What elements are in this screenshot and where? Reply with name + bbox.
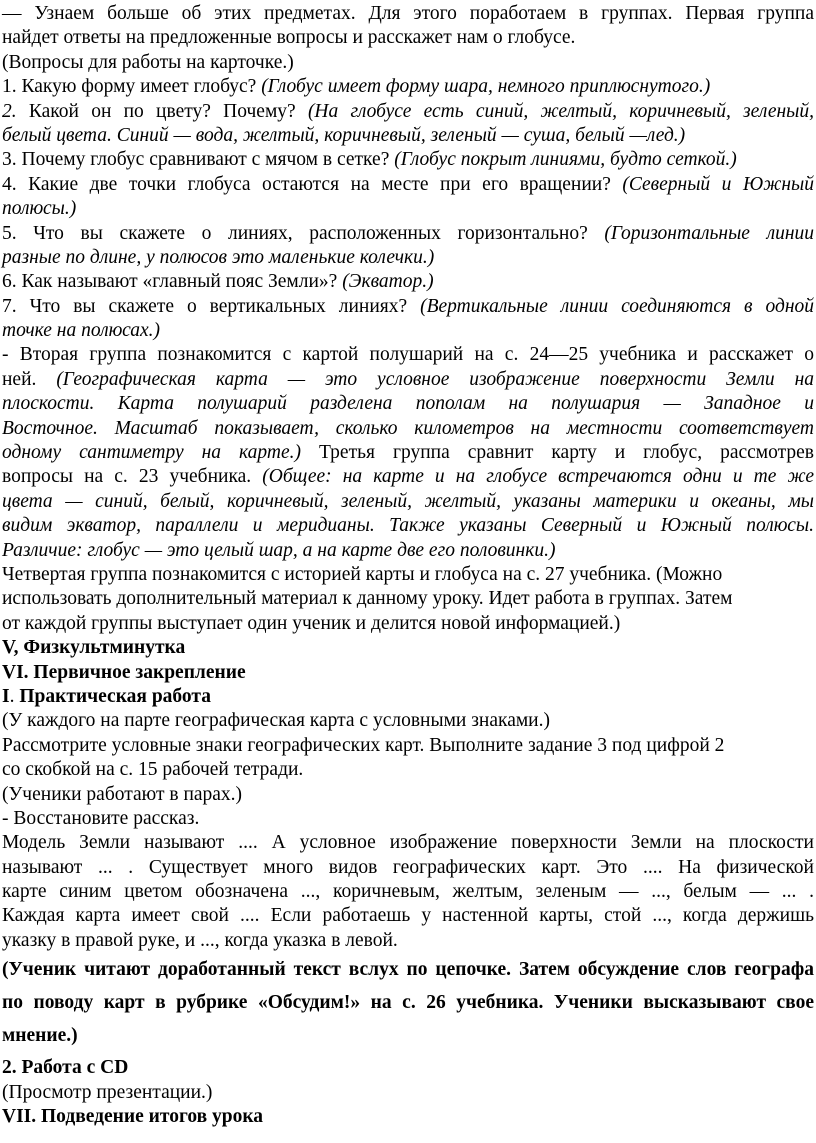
text-line <box>2 807 816 831</box>
italic-answer-text: (Северный и Южный <box>622 173 814 195</box>
body-text: - Восстановите рассказ. <box>2 807 200 829</box>
heading-text: VII. Подведение итогов урока <box>2 1106 264 1128</box>
heading-text: Практическая работа <box>19 685 211 707</box>
italic-answer-text: разные по длине, у полюсов это маленькие колечки.) <box>2 246 435 268</box>
italic-answer-text: цвета — синий, белый, коричневый, зеленый, желтый, указаны материки и океаны, мы <box>2 490 814 512</box>
text-line <box>2 270 816 294</box>
text-line <box>2 709 816 733</box>
text-line <box>2 856 814 880</box>
text-line <box>2 986 814 1019</box>
body-text: (У каждого на парте географическая карта с условными знаками.) <box>2 710 550 732</box>
heading-text: I <box>2 685 10 707</box>
text-line <box>2 1105 816 1129</box>
text-line <box>2 514 814 538</box>
italic-answer-text: (Экватор.) <box>342 271 434 293</box>
body-text: . <box>9 685 20 707</box>
body-text: 5. Что вы скажете о линиях, расположенных горизонтально? <box>2 222 605 244</box>
italic-answer-text: видим экватор, параллели и меридианы. Также указаны Северный и Южный полюсы. <box>2 515 814 537</box>
text-line <box>2 392 814 416</box>
body-text: 6. Как называют «главный пояс Земли»? <box>2 271 343 293</box>
italic-answer-text: (Горизонтальные линии <box>604 222 815 244</box>
text-line <box>2 51 816 75</box>
text-line <box>2 100 814 124</box>
text-line <box>2 2 814 26</box>
text-line <box>2 904 814 928</box>
italic-answer-text: (Глобус имеет форму шара, немного приплюснутого.) <box>261 76 711 98</box>
text-line <box>2 1056 816 1080</box>
text-line <box>2 758 816 782</box>
body-text: ней. <box>2 368 57 390</box>
text-line <box>2 685 816 709</box>
text-line <box>2 734 816 758</box>
heading-text: 2. Работа с CD <box>2 1057 129 1079</box>
body-text: Третья группа сравнит карту и глобус, рассмотрев <box>301 442 815 464</box>
body-text: - Вторая группа познакомится с картой полушарий на с. 24—25 учебника и расскажет о <box>2 344 814 366</box>
text-line <box>2 26 816 50</box>
text-line <box>2 587 816 611</box>
text-line <box>2 295 814 319</box>
italic-answer-text: (Глобус покрыт линиями, будто сеткой.) <box>394 149 737 171</box>
body-text: (Просмотр презентации.) <box>2 1081 213 1103</box>
heading-text: VI. Первичное закрепление <box>2 661 246 683</box>
text-line <box>2 661 816 685</box>
body-text: со скобкой на с. 15 рабочей тетради. <box>2 759 304 781</box>
body-text: (Ученик читают доработанный текст вслух по цепочке. Затем обсуждение слов географа <box>2 959 814 981</box>
text-line <box>2 222 814 246</box>
body-text: 4. Какие две точки глобуса остаются на месте при его вращении? <box>2 173 623 195</box>
text-line <box>2 368 814 392</box>
text-line <box>2 1081 816 1105</box>
italic-answer-text: 2. <box>2 100 29 122</box>
body-text: 7. Что вы скажете о вертикальных линиях? <box>2 295 421 317</box>
text-line <box>2 831 814 855</box>
italic-answer-text: белый цвета. Синий — вода, желтый, коричневый, зеленый — суша, белый —лед.) <box>2 124 686 146</box>
body-text: вопросы на с. 23 учебника. <box>2 466 263 488</box>
body-text: карте синим цветом обозначена ..., коричневым, желтым, зеленым — ..., белым — ... . <box>2 881 814 903</box>
italic-answer-text: плоскости. Карта полушарий разделена пополам на полушария — Западное и <box>2 393 814 415</box>
body-text: мнение.) <box>2 1025 78 1047</box>
text-line <box>2 197 816 221</box>
text-line <box>2 441 814 465</box>
text-line <box>2 563 816 587</box>
body-text: 1. Какую форму имеет глобус? <box>2 76 262 98</box>
text-line <box>2 465 814 489</box>
body-text: от каждой группы выступает один ученик и делится новой информацией.) <box>2 612 621 634</box>
text-line <box>2 880 814 904</box>
text-line <box>2 783 816 807</box>
text-line <box>2 124 816 148</box>
body-text: Рассмотрите условные знаки географических карт. Выполните задание 3 под цифрой 2 <box>2 734 725 756</box>
text-line <box>2 929 816 953</box>
italic-answer-text: полюсы.) <box>2 198 77 220</box>
italic-answer-text: Восточное. Масштаб показывает, сколько километров на местности соответствует <box>2 417 814 439</box>
text-line <box>2 75 816 99</box>
text-line <box>2 173 814 197</box>
body-text: 3. Почему глобус сравнивают с мячом в сетке? <box>2 149 395 171</box>
italic-answer-text: (Вертикальные линии соединяются в одной <box>420 295 814 317</box>
body-text: — Узнаем больше об этих предметах. Для этого поработаем в группах. Первая группа <box>2 3 814 24</box>
body-text: указку в правой руке, и ..., когда указка в левой. <box>2 929 398 951</box>
italic-answer-text: (Общее: на карте и на глобусе встречаются одни и те же <box>262 466 815 488</box>
text-line <box>2 636 816 660</box>
text-line <box>2 319 816 343</box>
body-text: Четвертая группа познакомится с историей карты и глобуса на с. 27 учебника. (Можно <box>2 563 723 585</box>
body-text: Модель Земли называют .... А условное изображение поверхности Земли на плоскости <box>2 832 814 854</box>
body-text: Каждая карта имеет свой .... Если работаешь у настенной карты, стой ..., когда держишь <box>2 905 814 927</box>
body-text: (Вопросы для работы на карточке.) <box>2 51 294 73</box>
italic-answer-text: одному сантиметру на карте.) <box>2 442 302 464</box>
body-text: использовать дополнительный материал к данному уроку. Идет работа в группах. Затем <box>2 588 733 610</box>
text-line <box>2 417 814 441</box>
text-line <box>2 953 814 986</box>
text-line <box>2 1019 816 1052</box>
text-line <box>2 246 816 270</box>
text-line <box>2 490 814 514</box>
heading-text: V, Физкультминутка <box>2 637 186 659</box>
text-line <box>2 612 816 636</box>
body-text: найдет ответы на предложенные вопросы и расскажет нам о глобусе. <box>2 27 576 49</box>
italic-answer-text: точке на полюсах.) <box>2 320 161 342</box>
italic-answer-text: (Географическая карта — это условное изображение поверхности Земли на <box>56 368 814 390</box>
italic-answer-text: (На глобусе есть синий, желтый, коричневый, зеленый, <box>307 100 814 122</box>
text-line <box>2 148 816 172</box>
text-line <box>2 539 816 563</box>
text-line <box>2 343 814 367</box>
body-text: по поводу карт в рубрике «Обсудим!» на с. 26 учебника. Ученики высказывают свое <box>2 992 814 1014</box>
body-text: Какой он по цвету? Почему? <box>28 100 308 122</box>
italic-answer-text: Различие: глобус — это целый шар, а на карте две его половинки.) <box>2 539 556 561</box>
body-text: (Ученики работают в парах.) <box>2 783 243 805</box>
body-text: называют ... . Существует много видов географических карт. Это .... На физической <box>2 856 814 878</box>
